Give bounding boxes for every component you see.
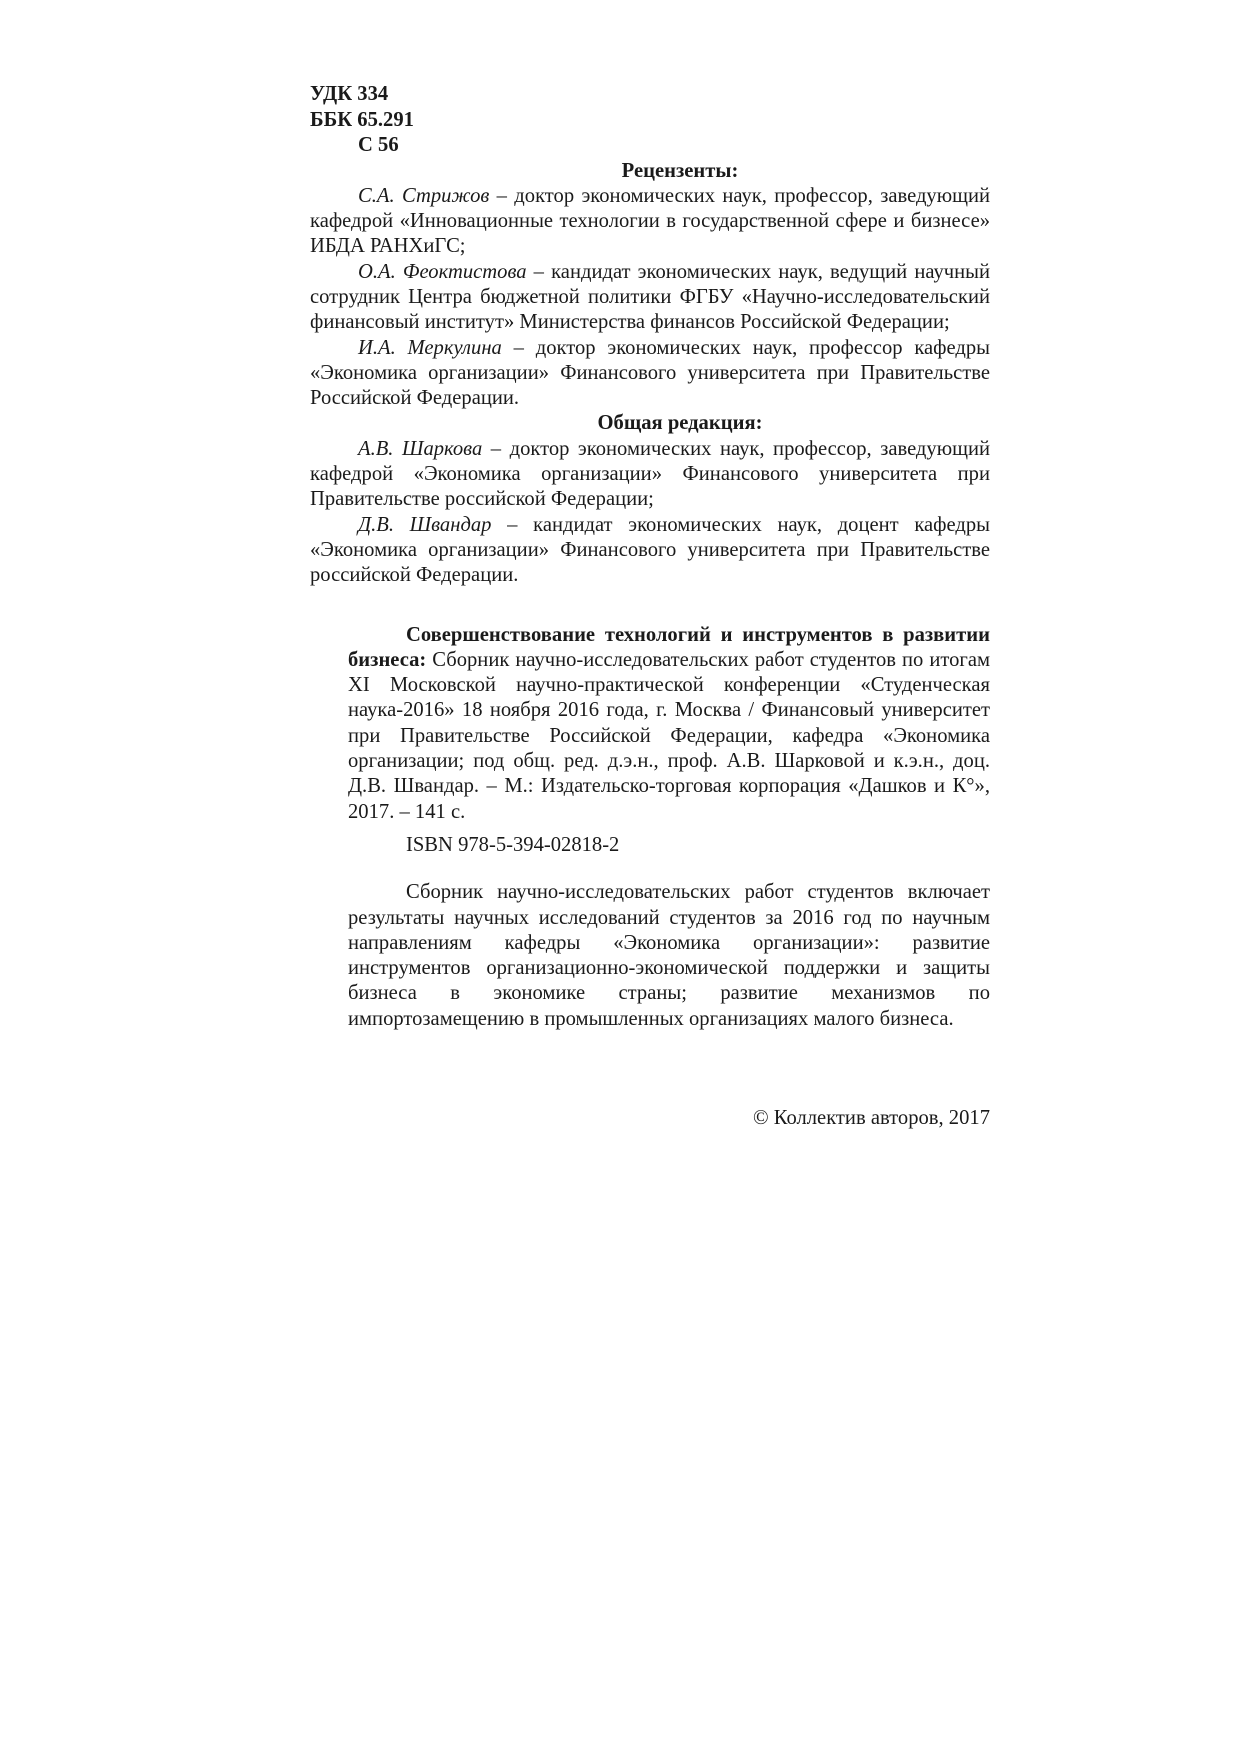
annotation: Сборник научно-исследовательских работ студентов включает результаты научных исследований студентов за 2016 год по научным направлениям кафедры «Экономика организации»: развитие инструментов организационно-экономической поддержки и защиты бизнеса в экономике страны; развитие механизмов по импортозамещению в промышленных организациях малого бизнеса. [348,881,990,1030]
reviewer-name: С.А. Стрижов [358,184,490,207]
book-title: Совершенствование технологий и инструментов в развитии бизнеса: [348,623,990,671]
reviewer-description: – доктор экономических наук, профессор, заведующий кафедрой «Инновационные технологии в государственной сфере и бизнесе» ИБДА РАНХиГС; [310,184,990,258]
udk-code: УДК 334 [310,83,389,105]
reviewer-description: – кандидат экономических наук, ведущий научный сотрудник Центра бюджетной политики ФГБУ «Научно-исследовательский финансовый институт» Министерства финансов Российской Федерации; [310,260,990,334]
copyright-notice: © Коллектив авторов, 2017 [752,1107,990,1129]
author-sign: С 56 [358,134,399,156]
reviewer-entry [310,336,990,412]
bibliographic-description [310,623,990,825]
isbn: ISBN 978-5-394-02818-2 [406,833,620,856]
bibliographic-text: Сборник научно-исследовательских работ студентов по итогам XI Московской научно-практической конференции «Студенческая наука-2016» 18 ноября 2016 года, г. Москва / Финансовый университет при Правительстве Российской Федерации, кафедра «Экономика организации; под общ. ред. д.э.н., проф. А.В. Шарковой и к.э.н., доц. Д.В. Швандар. – М.: Издательско-торговая корпорация «Дашков и К°», 2017. – 141 с. [348,648,990,823]
reviewer-name: О.А. Феоктистова [358,260,527,283]
reviewer-description: – доктор экономических наук, профессор кафедры «Экономика организации» Финансового университета при Правительстве Российской Федерации. [310,336,990,410]
title-verso-page [310,82,990,1131]
reviewer-entry [310,260,990,336]
editors-heading: Общая редакция: [597,412,763,435]
editor-entry [310,437,990,513]
reviewer-name: И.А. Меркулина [358,336,502,359]
editor-description: – доктор экономических наук, профессор, заведующий кафедрой «Экономика организации» Финансового университета при Правительстве российской Федерации; [310,437,990,511]
editor-entry [310,513,990,589]
reviewers-heading: Рецензенты: [621,159,739,182]
editor-name: А.В. Шаркова [358,437,483,460]
editor-description: – кандидат экономических наук, доцент кафедры «Экономика организации» Финансового университета при Правительстве российской Федерации. [310,513,990,587]
reviewer-entry [310,184,990,260]
bbk-code: ББК 65.291 [310,108,414,131]
editor-name: Д.В. Швандар [358,513,492,536]
classification-codes [310,82,990,159]
